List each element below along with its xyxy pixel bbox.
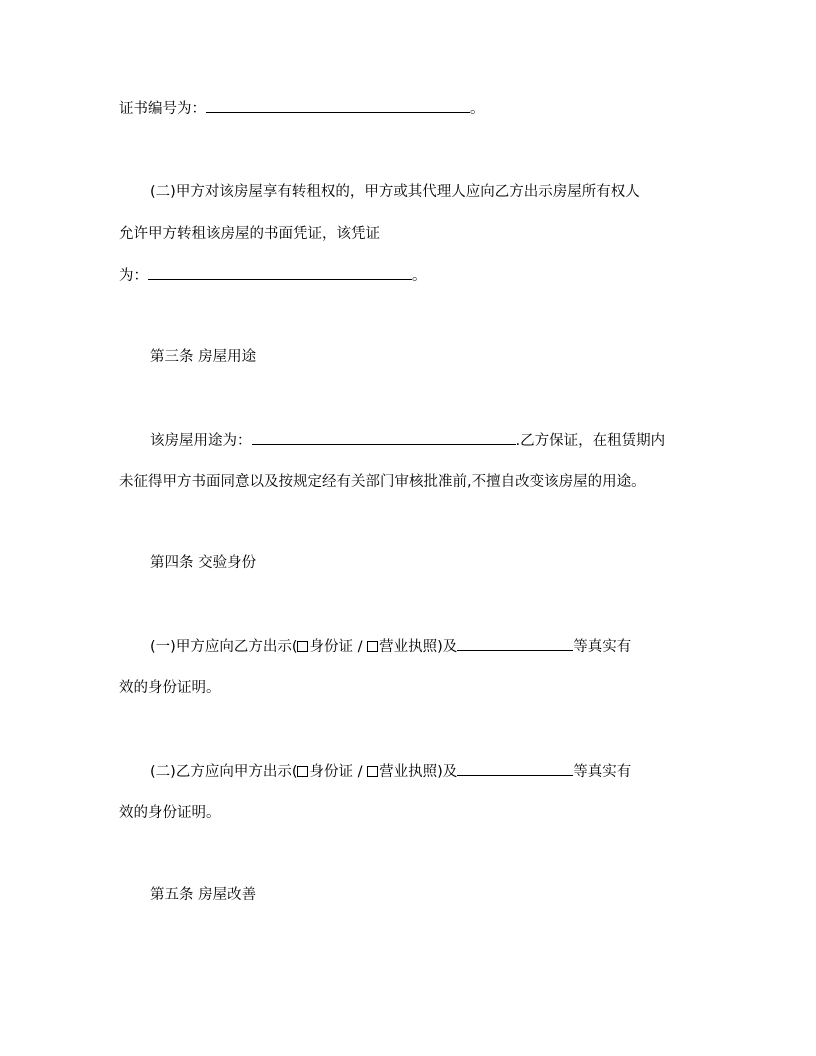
period: 。 [412, 268, 427, 284]
certificate-number-label: 证书编号为： [119, 101, 206, 117]
party-a-identity-line [150, 636, 631, 657]
usage-label: 该房屋用途为： [150, 433, 252, 449]
party-a-identity-line-2: 效的身份证明。 [119, 680, 221, 696]
article-3-heading: 第三条 房屋用途 [150, 349, 257, 365]
usage-guarantee-text: .乙方保证，在租赁期内 [515, 433, 666, 449]
business-license-label: 营业执照)及 [379, 639, 458, 655]
voucher-line [119, 265, 427, 286]
business-license-checkbox[interactable] [367, 766, 378, 777]
certificate-number-line [119, 98, 485, 119]
period: 。 [470, 101, 485, 117]
party-a-identity-text: (一)甲方应向乙方出示( [150, 639, 298, 655]
party-b-identity-line [150, 761, 631, 782]
party-b-other-docs-blank[interactable] [457, 761, 573, 776]
usage-blank[interactable] [252, 430, 516, 445]
voucher-blank[interactable] [148, 265, 412, 280]
id-card-label: 身份证 / [309, 764, 368, 780]
business-license-checkbox[interactable] [367, 641, 378, 652]
voucher-label: 为： [119, 268, 148, 284]
certificate-number-blank[interactable] [206, 98, 470, 113]
usage-line [150, 430, 665, 451]
sublease-clause-line-1: (二)甲方对该房屋享有转租权的，甲方或其代理人应向乙方出示房屋所有权人 [150, 184, 640, 200]
article-4-heading: 第四条 交验身份 [150, 555, 257, 571]
party-b-identity-text: (二)乙方应向甲方出示( [150, 764, 298, 780]
article-5-heading: 第五条 房屋改善 [150, 887, 257, 903]
id-card-checkbox[interactable] [297, 766, 308, 777]
party-a-other-docs-blank[interactable] [457, 636, 573, 651]
party-b-identity-line-2: 效的身份证明。 [119, 805, 221, 821]
id-card-label: 身份证 / [309, 639, 368, 655]
business-license-label: 营业执照)及 [379, 764, 458, 780]
usage-line-2: 未征得甲方书面同意以及按规定经有关部门审核批准前,不擅自改变该房屋的用途。 [119, 474, 646, 490]
party-b-identity-tail: 等真实有 [573, 764, 632, 780]
party-a-identity-tail: 等真实有 [573, 639, 632, 655]
sublease-clause-line-2: 允许甲方转租该房屋的书面凭证，该凭证 [119, 226, 380, 242]
id-card-checkbox[interactable] [297, 641, 308, 652]
